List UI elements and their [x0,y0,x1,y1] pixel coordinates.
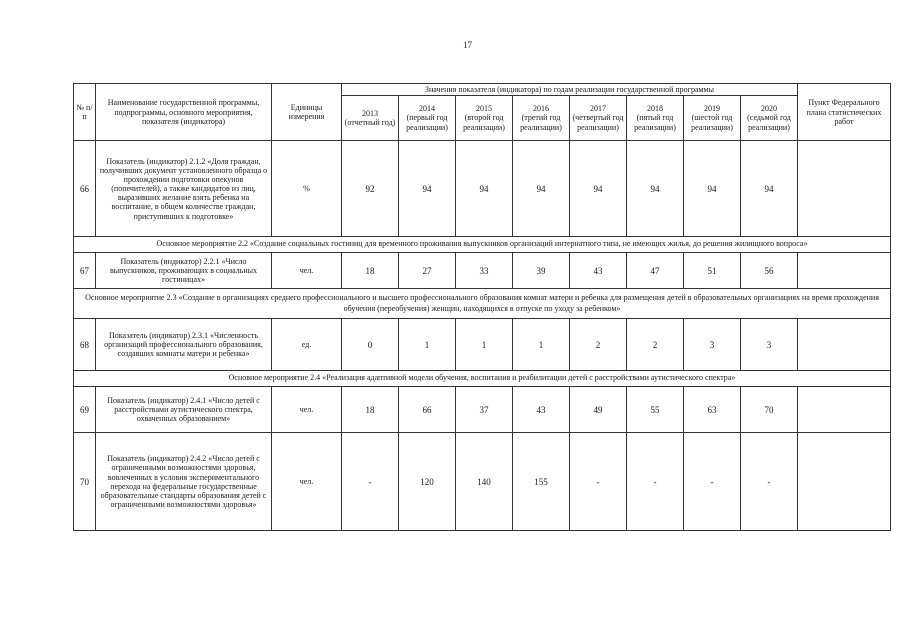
year-label: 2015 [476,103,492,113]
header-year-2018 [627,96,684,141]
value-2017: - [570,433,627,531]
table-row [74,319,891,371]
value-2015: 140 [456,433,513,531]
row-number: 66 [74,141,96,237]
header-year-2014 [399,96,456,141]
header-num: № п/п [74,84,96,141]
header-year-2020 [741,96,798,141]
value-2016: 94 [513,141,570,237]
federal-plan-cell [798,387,891,433]
value-2016: 155 [513,433,570,531]
value-2020: 3 [741,319,798,371]
row-number: 69 [74,387,96,433]
year-note: (пятый год реализации) [634,113,676,132]
header-year-2013 [342,96,399,141]
federal-plan-cell [798,253,891,289]
value-2017: 49 [570,387,627,433]
indicator-name: Показатель (индикатор) 2.4.2 «Число детей с ограниченными возможностями здоровья, вовлеченных в условия экспериментального перехода на федеральные государственные образовательные стандарты образования детей с ограниченными возможностями здоровья» [96,433,272,531]
value-2013: 18 [342,253,399,289]
year-label: 2019 [704,103,720,113]
value-2014: 120 [399,433,456,531]
row-number: 67 [74,253,96,289]
row-number: 70 [74,433,96,531]
indicator-name: Показатель (индикатор) 2.4.1 «Число детей с расстройствами аутистического спектра, охваченных образованием» [96,387,272,433]
year-label: 2016 [533,103,549,113]
value-2019: - [684,433,741,531]
year-note: (третий год реализации) [520,113,562,132]
value-2018: 94 [627,141,684,237]
value-2016: 39 [513,253,570,289]
indicator-unit: чел. [272,433,342,531]
indicators-table [73,83,891,531]
table-row [74,433,891,531]
value-2015: 37 [456,387,513,433]
year-note: (седьмой год реализации) [747,113,791,132]
value-2017: 94 [570,141,627,237]
year-label: 2020 [761,103,777,113]
header-year-2015 [456,96,513,141]
header-name: Наименование государственной программы, подпрограммы, основного мероприятия, показателя (индикатора) [96,84,272,141]
section-title: Основное мероприятие 2.3 «Создание в организациях среднего профессионального и высшего профессионального образования комнат матери и ребенка для размещения детей в образовательных организациях на время прохождения обучения (переобучения) женщин, находящихся в отпуске по уходу за ребенком» [74,289,891,319]
value-2019: 51 [684,253,741,289]
indicator-unit: чел. [272,253,342,289]
year-note: (первый год реализации) [406,113,448,132]
indicator-unit: % [272,141,342,237]
federal-plan-cell [798,141,891,237]
value-2017: 2 [570,319,627,371]
value-2020: 56 [741,253,798,289]
year-label: 2013 [362,108,378,118]
value-2014: 1 [399,319,456,371]
value-2018: - [627,433,684,531]
header-federal-plan: Пункт Федерального плана статистических работ [798,84,891,141]
value-2014: 66 [399,387,456,433]
value-2013: - [342,433,399,531]
value-2015: 94 [456,141,513,237]
section-row [74,371,891,387]
year-note: (второй год реализации) [463,113,505,132]
value-2015: 1 [456,319,513,371]
value-2019: 63 [684,387,741,433]
section-row [74,289,891,319]
year-label: 2014 [419,103,435,113]
value-2019: 94 [684,141,741,237]
value-2017: 43 [570,253,627,289]
value-2013: 92 [342,141,399,237]
header-year-2019 [684,96,741,141]
value-2020: - [741,433,798,531]
value-2016: 1 [513,319,570,371]
indicator-name: Показатель (индикатор) 2.3.1 «Численность организаций профессионального образования, создавших комнаты матери и ребенка» [96,319,272,371]
value-2020: 94 [741,141,798,237]
section-title: Основное мероприятие 2.2 «Создание социальных гостиниц для временного проживания выпускников организаций интернатного типа, не имеющих жилья, до решения жилищного вопроса» [74,237,891,253]
value-2018: 2 [627,319,684,371]
year-note: (четвертый год реализации) [572,113,624,132]
value-2014: 27 [399,253,456,289]
value-2018: 47 [627,253,684,289]
year-label: 2017 [590,103,606,113]
header-values-group: Значения показателя (индикатора) по годам реализации государственной программы [342,84,798,96]
value-2013: 0 [342,319,399,371]
page-number: 17 [463,40,472,50]
value-2020: 70 [741,387,798,433]
value-2018: 55 [627,387,684,433]
indicator-name: Показатель (индикатор) 2.1.2 «Доля граждан, получивших документ установленного образца о прохождении подготовки опекунов (попечителей), а также кандидатов из лиц, выразивших желание взять ребенка на воспитание, в общем количестве граждан, приступивших к подготовке» [96,141,272,237]
header-year-2017 [570,96,627,141]
year-label: 2018 [647,103,663,113]
indicator-unit: чел. [272,387,342,433]
header-unit: Единицы измерения [272,84,342,141]
value-2019: 3 [684,319,741,371]
table-row [74,253,891,289]
indicator-name: Показатель (индикатор) 2.2.1 «Число выпускников, проживающих в социальных гостиницах» [96,253,272,289]
row-number: 68 [74,319,96,371]
section-title: Основное мероприятие 2.4 «Реализация адаптивной модели обучения, воспитания и реабилитации детей с расстройствами аутистического спектра» [74,371,891,387]
federal-plan-cell [798,433,891,531]
year-note: (отчетный год) [344,118,396,128]
section-row [74,237,891,253]
year-note: (шестой год реализации) [691,113,733,132]
table-row [74,141,891,237]
value-2014: 94 [399,141,456,237]
table-row [74,387,891,433]
federal-plan-cell [798,319,891,371]
value-2015: 33 [456,253,513,289]
value-2013: 18 [342,387,399,433]
value-2016: 43 [513,387,570,433]
indicator-unit: ед. [272,319,342,371]
header-year-2016 [513,96,570,141]
